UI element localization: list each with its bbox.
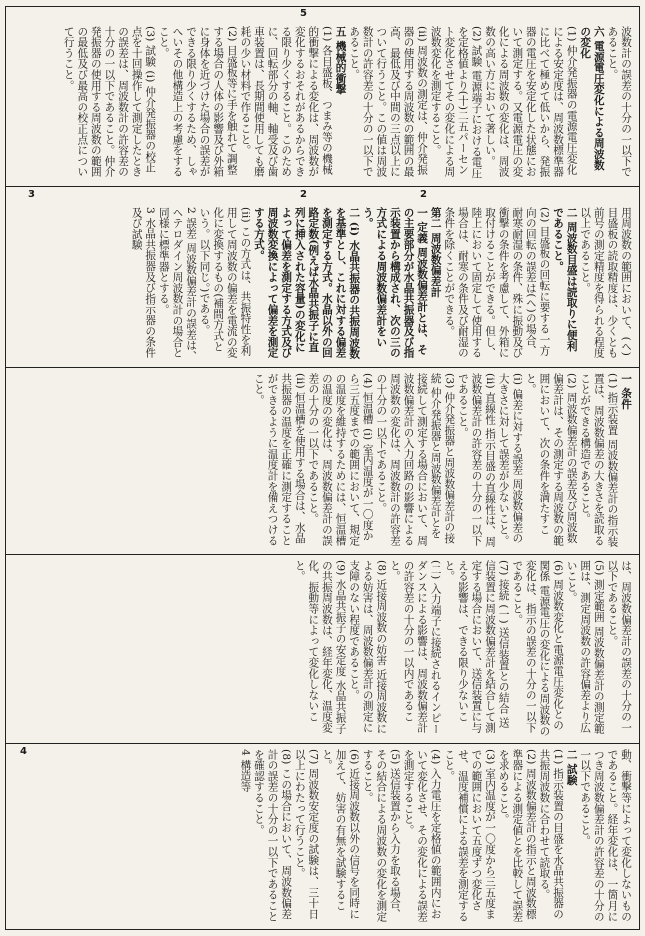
paragraph: (5) 送信装置から入力を取る場合、その結合による周波数の変化を測定すること。 xyxy=(361,749,401,922)
paragraph: 用周波数の範囲において、(ヘ)目盛板の読取精度は、少くとも前号の測定精度を得られる程度以上であること。 xyxy=(579,207,632,359)
paragraph: (5) 測定範囲 周波数偏差計の測定範囲は、測定周波数の許容偏差より広いこと。 xyxy=(565,560,605,734)
paragraph: 二 試験 xyxy=(565,749,578,786)
paragraph: (i) 偏差に対する誤差 周波数偏差の大きさに対して誤差が少ないこと。 xyxy=(497,373,524,546)
paragraph: (2) 周波数偏差計の誤差及び周波数偏差計は、その測定する周波数の範囲において、次の条件を満たすこと。 xyxy=(524,373,578,546)
paragraph: 五 機械的衝撃 xyxy=(334,26,347,95)
paragraph: (2) 周波数偏差計の指示と周波数標準器による測定値とを比較して誤差を求めること。 xyxy=(497,749,537,922)
band-divider-3 xyxy=(5,554,640,555)
paragraph: 二 (i) 水晶共振器の共振周波数を基準とし、これに対する偏差を測定する方式。水晶以外の回路定数(例えば水晶共振子に直列に挿入された容量)の変化によって偏差を測定する方式及び周波数変換によって偏差を測定する方式。 xyxy=(252,207,361,360)
paragraph: 一 条件 xyxy=(620,373,632,410)
paragraph: (ii) 周波数の測定は、仲介発振器の使用する周波数の範囲の最高、最低及び中間の三点以上について行うこと。この値は周波数計の許容差の十分の一以下であること。 xyxy=(348,26,429,178)
paragraph: (8) この場合において、周波数偏差計の誤差の十分の一以下であることを確認すること。 xyxy=(252,749,293,922)
paragraph: (ii) 直線性 指示目盛の直線性は、周波数偏差計の許容差の十分の一以下であること。 xyxy=(456,373,497,548)
paragraph: 六 電源電圧変化による周波数の変化 xyxy=(579,26,605,171)
text-band-5 xyxy=(8,745,635,928)
paragraph: 波数計の誤差の十分の一以下であること。 xyxy=(606,26,632,178)
paragraph: (1) 各目盛板、つまみ等の機械的衝撃による変化は、周波数が変化するおそれがあるからできる限り少くすること。このために、回転部分の軸、軸受及び歯車装置は、長期間使用しても磨耗の少い材料で作ること。 xyxy=(239,26,333,178)
paragraph: (8) 近接周波数の妨害 近接周波数による妨害は、周波数偏差計の測定に支障のない程度であること。 xyxy=(348,560,388,734)
paragraph: (7) 周波数安定度の試験は、三十日以上にわたって行うこと。 xyxy=(293,749,320,920)
page-number-top: 5 xyxy=(300,8,307,19)
paragraph: (1) 指示装置の目盛を水晶共振器の共振周波数に合わせて読取る。 xyxy=(538,749,565,920)
paragraph: は、周波数偏差計の誤差の十分の一以下であること。 xyxy=(606,560,632,733)
paragraph: (1) 指示装置 周波数偏差計の指示装置は、周波数偏差の大きさを読取ることができる構造であること。 xyxy=(579,373,619,547)
paragraph: (9) 水晶共振子の安定度 水晶共振子の共振周波数は、経年変化、温度変化、振動等によって変化しないこと。 xyxy=(293,560,347,734)
paragraph: 二 周波数目盛は読取りに便利であること。 xyxy=(552,207,578,352)
page-number-middle-band: 2 xyxy=(300,189,307,200)
paragraph: (7) 接続 (一) 送信装置との結合 送信装置に周波数偏差計を結合して測定する場合において、送信装置に与える影響は、できる限り少ないこと。 xyxy=(443,560,510,733)
paragraph: 一 定義 周波数偏差計とは、その主要部分が水晶共振器及び指示装置から構成され、次の三の方式による周波数偏差計をいう。 xyxy=(361,207,429,359)
paragraph: (二) 入力端子に接続されるインピーダンスによる影響は、周波数偏差計の許容差の十分の一以内であること。 xyxy=(388,560,442,735)
paragraph: (3) 試験 (i) 仲介発振器の校正点を十回操作して測定したときの誤差は、周波数計の許容差の十分の一以下であること。仲介発振器の使用する周波数の範囲の最低及び最高の校正点について行うこと。 xyxy=(62,26,157,178)
paragraph: (4) 入力電圧を定格値の範囲内において変化させ、その変化による誤差を測定すること。 xyxy=(402,749,442,922)
paragraph: 3 水晶共振器及び指示器の条件及び試験 xyxy=(130,207,157,358)
text-band-1 xyxy=(8,22,635,185)
paragraph: 4 構造等 xyxy=(239,749,252,792)
paragraph: (6) 周波数変化と電源電圧変化との関係 電源電圧の変化による周波数の変化は、指示の誤差の十分の一以下であること。 xyxy=(511,560,565,737)
paragraph: (2) 試験 電源端子における電圧を定格値より(十)二五パーセント変化させてその変化による周波数変化を測定すること。 xyxy=(429,26,483,179)
paragraph: 第二 周波数偏差計 xyxy=(429,207,442,298)
text-band-2 xyxy=(8,203,635,366)
paragraph: (1) 仲介発振器の電源電圧変化による安定度は、周波数標準器に比べて極めて低いから、発振器の電圧を安定化した状態において測定する。又電源電圧の変化による周波数の変化は、周波数の高い方において著しい。 xyxy=(484,26,578,178)
paragraph: (ii) この方式は、共振特性を利用して周波数の偏差を電流の変化に変換するもの(補間方式という。以下同じ。)である。 xyxy=(198,207,252,359)
paragraph: (2) 目盛板の回転に要する一方向の回転の誤差は(ヘ)の場合、耐寒耐湿の条件、殊に振動及び衝撃の条件を考慮して、外箱に取付けることができる。但し、陸上において固定して使用する場合は、耐寒の条件及び耐湿の条件を除くことができる。 xyxy=(443,207,551,359)
band-divider-4 xyxy=(5,743,640,744)
band-divider-2 xyxy=(5,367,640,368)
page-number-left-band: 3 xyxy=(28,189,35,200)
paragraph: (2) 目盛板等に手を触れて調整する場合の人体の影響及び外箱に身体を近づけた場合の誤差ができる限り少くするため、しゃへいその他構造上の考慮をすること。 xyxy=(157,26,238,178)
page-number-right-band: 2 xyxy=(420,189,427,200)
paragraph: 動、衝撃等によって変化しないものであること。経年変化は、一箇月につき周波数偏差計の許容差の十分の一以下であること。 xyxy=(579,749,632,922)
paragraph: (6) 近接周波数以外の信号を同時に加えて、妨害の有無を試験すること。 xyxy=(320,749,361,920)
text-band-3 xyxy=(8,369,635,553)
paragraph: 2 誤差 周波数偏差計の誤差は、ヘテロダイン周波数計の場合と同様に標準器とする。 xyxy=(157,207,197,362)
paragraph: (3) 室内温度が一〇度から三五度までの範囲において五度ずつ変化させ、温度補償による誤差を測定すること。 xyxy=(443,749,497,922)
paragraph: (4) 恒温槽 (i) 室内温度が一〇度から三五度までの範囲において、規定の温度を維持するためには、恒温槽の温度の変化は、周波数偏差計の誤差の十分の一以下であること。 xyxy=(307,373,374,546)
page-number-bottom: 4 xyxy=(20,746,27,757)
text-band-4 xyxy=(8,556,635,742)
band-divider-1 xyxy=(5,186,640,187)
paragraph: (3) 仲介発振器と周波数偏差計の接続 仲介発振器と周波数偏差計とを接続して測定する場合において、周波数偏差計の入力回路の影響による周波数の変化は、周波数計の許容差の十分の一以下であること。 xyxy=(375,373,456,546)
paragraph: (ii) 恒温槽を使用する場合は、水晶共振器の温度を正確に測定することができるように温度計を備えつけること。 xyxy=(252,373,306,546)
